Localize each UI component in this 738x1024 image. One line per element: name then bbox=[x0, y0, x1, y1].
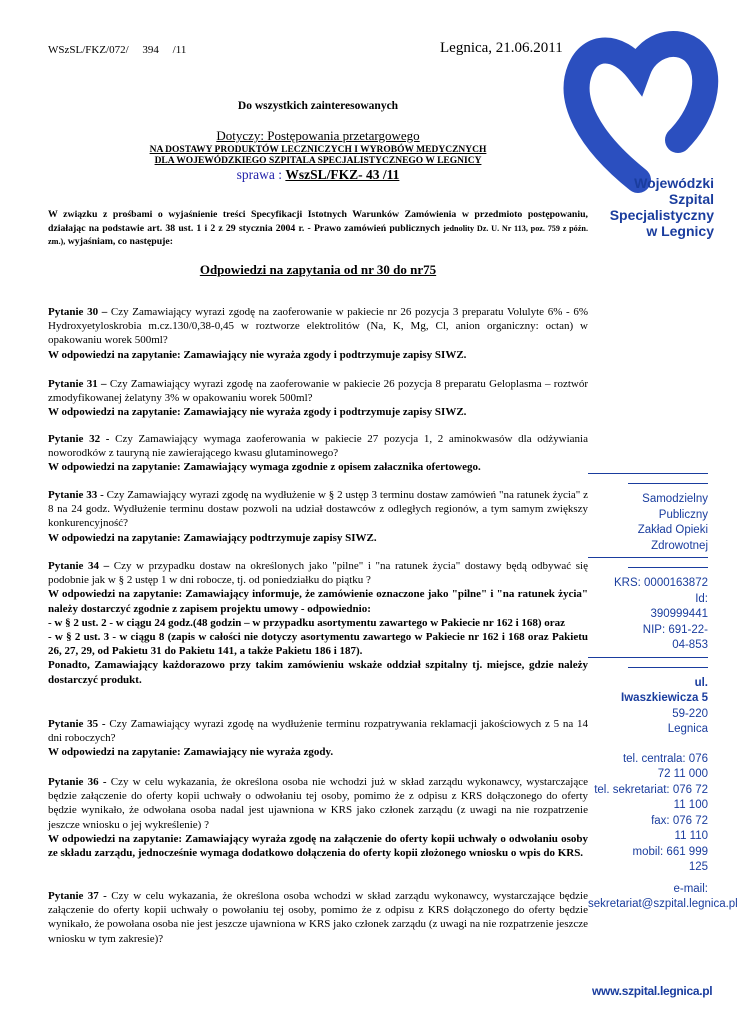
intro-legal-ref: jednolity Dz. U. Nr 113, poz. 759 z późn. zm.), bbox=[48, 223, 589, 246]
question-text: Czy Zamawiający wyrazi zgodę na zaoferowanie w pakiecie nr 26 pozycja 3 preparatu Volulyte 6% - 6% Hydroxyetyloskrobia m.cz.130/0,38-0,45 w roztworze elektrolitów (Na, K, Mg, Cl, anion organiczny: octan) w opakowaniu worek 500ml? bbox=[48, 306, 588, 347]
question-36 bbox=[48, 775, 588, 860]
question-35 bbox=[48, 717, 588, 760]
question-33 bbox=[48, 488, 588, 545]
question-text: Czy w celu wykazania, że określona osoba wchodzi w skład zarządu wykonawcy, wystarczające będzie załączenie do oferty kopii uchwały o powołaniu tej osoby, pomimo że z odpisu z KRS dołączonego do oferty będzie wynikało, że powołana osoba nie jest jeszcze ujawniona w KRS jako członek zarządu (z uwagi na nie rozpatrzenie jeszcze wniosku w tym zakresie)? bbox=[48, 890, 588, 945]
question-answer: W odpowiedzi na zapytanie: Zamawiający wymaga zgodnie z opisem załacznika ofertowego. bbox=[48, 461, 481, 474]
subject-detail-1: NA DOSTAWY PRODUKTÓW LECZNICZYCH I WYROBÓW MEDYCZNYCH bbox=[149, 145, 487, 155]
question-label: Pytanie 36 - bbox=[48, 776, 111, 788]
logo-text-line1: Wojewódzki bbox=[634, 175, 714, 191]
divider bbox=[628, 482, 708, 484]
krs-number: KRS: 0000163872 bbox=[614, 577, 708, 589]
question-34 bbox=[48, 559, 588, 687]
intro-paragraph bbox=[48, 208, 588, 249]
question-text: Czy w przypadku dostaw na określonych jako "pilne" i "na ratunek życia" dostawy będą odbywać się podobnie jak w § 2 ustęp 1 w dni robocze, tj. od poniedziałku do piątku ? bbox=[48, 560, 588, 587]
subject-label: Dotyczy bbox=[216, 128, 261, 143]
logo-text-line3: Specjalistyczny bbox=[609, 207, 714, 223]
hospital-logo bbox=[568, 30, 718, 240]
intro-main: W związku z prośbami o wyjaśnienie treści Specyfikacji Istotnych Warunków Zamówienia w przedmioto postępowaniu, działając na podstawie art. 38 ust. 1 i 2 z 29 stycznia 2004 r. - Prawo zamówień publicznych bbox=[48, 209, 588, 234]
phone-secretariat-line2: 11 100 bbox=[673, 799, 708, 811]
website-link[interactable]: www.szpital.legnica.pl bbox=[592, 984, 713, 998]
question-answer-item: - w § 2 ust. 3 - w ciągu 8 (zapis w całości nie dotyczy asortymentu zawartego w Pakiecie nr 162 i 168 oraz Pakietu 26, 27, 29, od Pakietu 31 do Pakietu 141, a także Pakietu 186 i 187). bbox=[48, 631, 588, 658]
hospital-contact-sidebar bbox=[588, 470, 738, 913]
intro-tail: wyjaśniam, co następuje: bbox=[65, 236, 174, 247]
question-answer: W odpowiedzi na zapytanie: Zamawiający nie wyraża zgody i podtrzymuje zapisy SIWZ. bbox=[48, 348, 467, 361]
question-37 bbox=[48, 889, 588, 946]
id-number: 390999441 bbox=[650, 608, 708, 620]
street-address: Iwaszkiewicza 5 bbox=[621, 692, 708, 704]
city: Legnica bbox=[667, 723, 708, 735]
question-30 bbox=[48, 305, 588, 362]
divider bbox=[628, 566, 708, 568]
divider bbox=[588, 556, 708, 558]
question-text: Czy Zamawiający wyrazi zgodę na zaoferowanie w pakiecie 26 pozycja 8 preparatu Geloplasma – roztwór zmodyfikowanej żelatyny 3% w opakowaniu worek 500ml? bbox=[48, 378, 588, 405]
mobile-line1: mobil: 661 999 bbox=[632, 845, 708, 858]
phone-central-line2: 72 11 000 bbox=[657, 768, 708, 780]
logo-text-line2: Szpital bbox=[668, 191, 714, 207]
email-address[interactable]: sekretariat@szpital.legnica.pl bbox=[588, 898, 738, 910]
question-answer-note: Ponadto, Zamawiający każdorazowo przy takim zamówieniu wskaże oddział szpitalny tj. miejsce, gdzie należy dostarczyć produkt. bbox=[48, 659, 588, 686]
phone-secretariat-line1: tel. sekretariat: 076 72 bbox=[594, 783, 708, 796]
mobile-line2: 125 bbox=[688, 861, 708, 873]
answers-title: Odpowiedzi na zapytania od nr 30 do nr75 bbox=[199, 262, 437, 277]
question-text: Czy Zamawiający wyrazi zgodę na wydłużenie terminu rozpatrywania reklamacji jakościowych z 5 na 14 dni roboczych? bbox=[48, 718, 588, 745]
subject-detail-2: DLA WOJEWÓDZKIEGO SZPITALA SPECJALISTYCZNEGO W LEGNICY bbox=[154, 156, 482, 166]
subject-text: : Postępowania przetargowego bbox=[260, 128, 420, 143]
document-date: Legnica, 21.06.2011 bbox=[440, 40, 563, 56]
case-prefix: sprawa : bbox=[236, 167, 286, 182]
fax-line2: 11 110 bbox=[674, 830, 708, 842]
street-label: ul. bbox=[694, 676, 708, 689]
addressee: Do wszystkich zainteresowanych bbox=[237, 100, 399, 112]
question-text: Czy Zamawiający wymaga zaoferowania w pakiecie 27 pozycja 1, 2 aminokwasów dla odżywiania noworodków z tauryną nie zawierającego kwasu glutaminowego? bbox=[48, 433, 588, 460]
divider bbox=[588, 656, 708, 658]
question-31 bbox=[48, 377, 588, 420]
phone-central-line1: tel. centrala: 076 bbox=[622, 752, 708, 765]
question-label: Pytanie 31 – bbox=[48, 378, 110, 390]
subject-line bbox=[48, 128, 588, 144]
heart-logo-icon bbox=[568, 30, 718, 240]
document-reference: WSzSL/FKZ/072/ 394 /11 bbox=[48, 44, 187, 56]
question-label: Pytanie 30 – bbox=[48, 306, 111, 318]
case-id: WszSL/FKZ- 43 /11 bbox=[285, 167, 400, 182]
question-answer: W odpowiedzi na zapytanie: Zamawiający nie wyraża zgody. bbox=[48, 746, 334, 759]
divider bbox=[588, 472, 708, 474]
question-answer: W odpowiedzi na zapytanie: Zamawiający podtrzymuje zapisy SIWZ. bbox=[48, 531, 377, 544]
org-type-line1: Samodzielny bbox=[642, 493, 708, 505]
question-32 bbox=[48, 432, 588, 475]
fax-line1: fax: 076 72 bbox=[651, 814, 708, 827]
question-label: Pytanie 32 - bbox=[48, 433, 116, 445]
nip-line1: NIP: 691-22- bbox=[642, 623, 708, 636]
email-label: e-mail: bbox=[673, 882, 708, 895]
nip-line2: 04-853 bbox=[672, 639, 708, 651]
question-label: Pytanie 34 – bbox=[48, 560, 114, 572]
question-answer-item: - w § 2 ust. 2 - w ciągu 24 godz.(48 godzin – w przypadku asortymentu zawartego w Pakiecie nr 162 i 168) oraz bbox=[48, 616, 566, 629]
divider bbox=[628, 666, 708, 668]
question-label: Pytanie 33 - bbox=[48, 489, 107, 501]
question-answer: W odpowiedzi na zapytanie: Zamawiający nie wyraża zgody i podtrzymuje zapisy SIWZ. bbox=[48, 406, 467, 419]
org-type-line2: Publiczny bbox=[658, 508, 708, 521]
org-type-line3: Zakład Opieki bbox=[637, 524, 708, 536]
question-label: Pytanie 37 - bbox=[48, 890, 112, 902]
question-answer: W odpowiedzi na zapytanie: Zamawiający wyraża zgodę na załączenie do oferty kopii uchwały o odwołaniu osoby ze składu zarządu, jednocześnie wymaga dodatkowo dołączenia do oferty kopii złożonego wniosku o wpis do KRS. bbox=[48, 832, 588, 860]
case-number bbox=[48, 167, 588, 183]
id-label: Id: bbox=[695, 592, 708, 605]
question-label: Pytanie 35 - bbox=[48, 718, 110, 730]
question-text: Czy Zamawiający wyrazi zgodę na wydłużenie w § 2 ustęp 3 terminu dostaw zamówień "na ratunek życia" z 8 na 24 godz. Wydłużenie terminu dostaw pozwoli na udział dostawców z odległych regionów, a tym samym zwiększy konkurencyjność? bbox=[48, 489, 588, 530]
logo-text-line4: w Legnicy bbox=[646, 223, 714, 239]
postal-code: 59-220 bbox=[672, 707, 708, 720]
question-answer: W odpowiedzi na zapytanie: Zamawiający informuje, że zamówienie oznaczone jako "pilne" i "na ratunek życia" należy dostarczyć zgodnie z zapisem projektu umowy - odpowiednio: bbox=[48, 588, 588, 615]
org-type-line4: Zdrowotnej bbox=[651, 539, 708, 552]
question-text: Czy w celu wykazania, że określona osoba nie wchodzi już w skład zarządu wykonawcy, wystarczające będzie załączenie do oferty kopii uchwały o odwołaniu tej osoby, pomimo że z odpisu z KRS dołączonego do oferty będzie wynikało, że odwołana osoba nadal jest ujawniona w KRS jako członek zarządu (z uwagi na nie rozpatrzenie jeszcze wniosku o jej wykreślenie) ? bbox=[48, 776, 588, 831]
